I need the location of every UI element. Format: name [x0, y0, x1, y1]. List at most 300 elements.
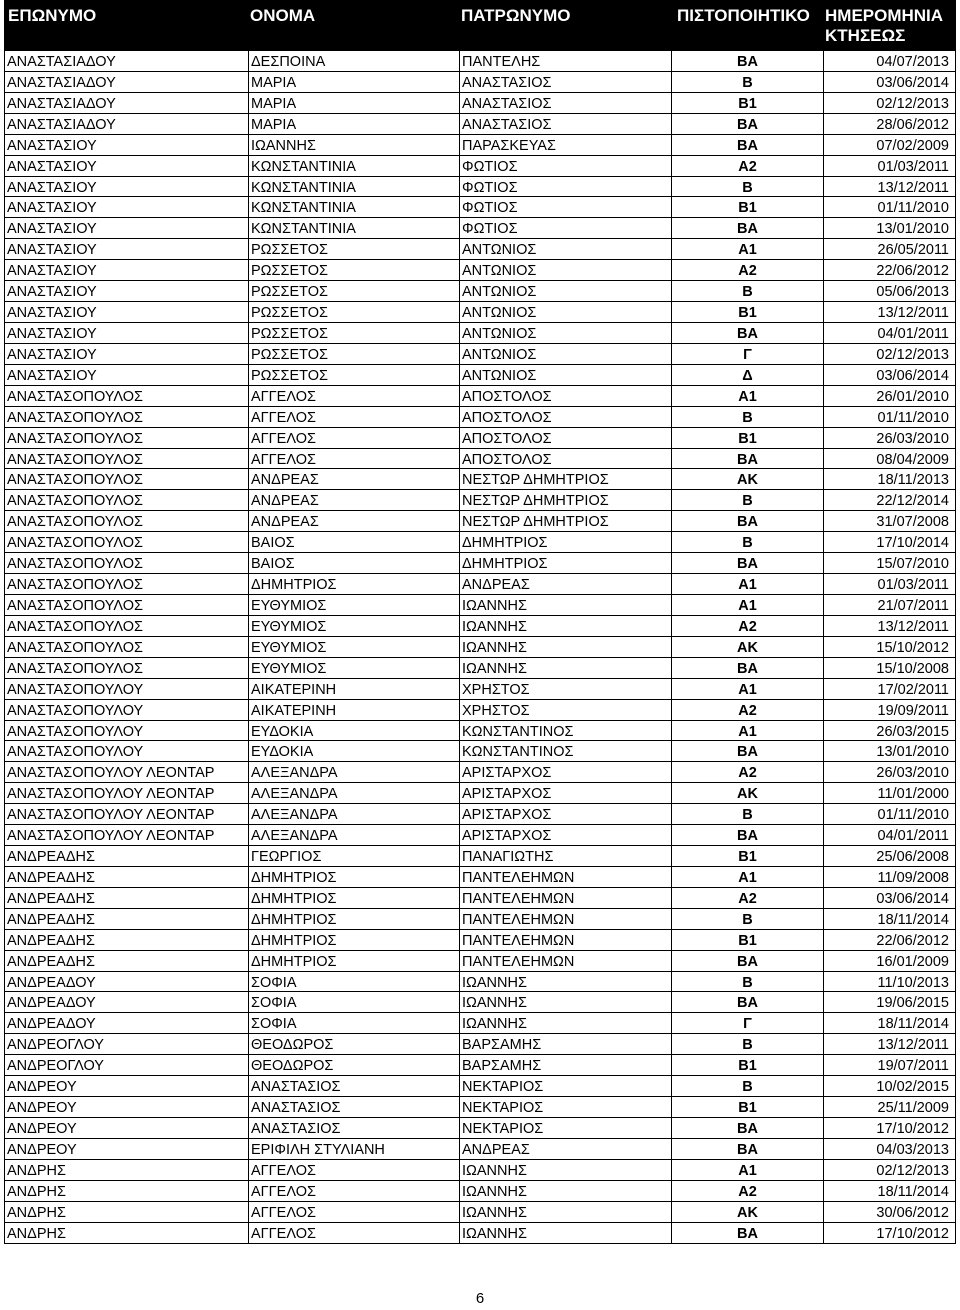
cell-surname: ΑΝΑΣΤΑΣΙΑΔΟΥ: [5, 114, 249, 134]
cell-father: ΙΩΑΝΝΗΣ: [460, 1223, 672, 1243]
table-row: [5, 322, 955, 343]
cell-name: ΡΩΣΣΕΤΟΣ: [249, 260, 460, 280]
table-row: [5, 92, 955, 113]
cell-date: 28/06/2012: [876, 116, 949, 133]
cell-name: ΕΥΔΟΚΙΑ: [249, 721, 460, 741]
cell-date: 02/12/2013: [876, 1162, 949, 1179]
cell-father: ΑΠΟΣΤΟΛΟΣ: [460, 407, 672, 427]
cell-surname: ΑΝΑΣΤΑΣΙΟΥ: [5, 156, 249, 176]
header-certificate: ΠΙΣΤΟΠΟΙΗΤΙΚΟ: [677, 6, 810, 25]
cell-certificate: ΒΑ: [672, 114, 824, 134]
cell-father: ΠΑΝΤΕΛΕΗΜΩΝ: [460, 951, 672, 971]
cell-surname: ΑΝΑΣΤΑΣΟΠΟΥΛΟΥ: [5, 700, 249, 720]
cell-father: ΑΝΤΩΝΙΟΣ: [460, 239, 672, 259]
cell-certificate: Β: [672, 532, 824, 552]
cell-certificate: Β1: [672, 93, 824, 113]
cell-father: ΙΩΑΝΝΗΣ: [460, 972, 672, 992]
cell-father: ΙΩΑΝΝΗΣ: [460, 1181, 672, 1201]
cell-name: ΜΑΡΙΑ: [249, 93, 460, 113]
cell-certificate: ΒΑ: [672, 1118, 824, 1138]
cell-surname: ΑΝΑΣΤΑΣΙΟΥ: [5, 365, 249, 385]
cell-father: ΙΩΑΝΝΗΣ: [460, 595, 672, 615]
table-row: [5, 427, 955, 448]
cell-date: 01/11/2010: [877, 409, 949, 426]
cell-date: 25/11/2009: [877, 1100, 949, 1117]
cell-father: ΦΩΤΙΟΣ: [460, 218, 672, 238]
cell-date: 22/06/2012: [876, 932, 949, 949]
cell-date: 26/01/2010: [876, 388, 949, 405]
cell-surname: ΑΝΔΡΕΟΥ: [5, 1097, 249, 1117]
cell-surname: ΑΝΑΣΤΑΣΙΟΥ: [5, 177, 249, 197]
cell-name: ΑΓΓΕΛΟΣ: [249, 407, 460, 427]
cell-name: ΡΩΣΣΕΤΟΣ: [249, 302, 460, 322]
cell-date: 08/04/2009: [876, 451, 949, 468]
cell-father: ΒΑΡΣΑΜΗΣ: [460, 1055, 672, 1075]
cell-date: 21/07/2011: [877, 597, 949, 614]
table-row: [5, 134, 955, 155]
cell-certificate: Α2: [672, 1181, 824, 1201]
cell-certificate: Β: [672, 281, 824, 301]
cell-father: ΑΝΤΩΝΙΟΣ: [460, 281, 672, 301]
table-row: [5, 929, 955, 950]
cell-surname: ΑΝΔΡΕΑΔΗΣ: [5, 867, 249, 887]
table-row: [5, 1180, 955, 1201]
cell-certificate: Β1: [672, 302, 824, 322]
cell-certificate: Α1: [672, 679, 824, 699]
cell-surname: ΑΝΔΡΗΣ: [5, 1223, 249, 1243]
cell-name: ΚΩΝΣΤΑΝΤΙΝΙΑ: [249, 218, 460, 238]
table-row: [5, 50, 955, 71]
cell-certificate: Α1: [672, 239, 824, 259]
cell-certificate: Β1: [672, 197, 824, 217]
cell-surname: ΑΝΑΣΤΑΣΟΠΟΥΛΟΥ: [5, 741, 249, 761]
cell-father: ΑΠΟΣΤΟΛΟΣ: [460, 428, 672, 448]
cell-father: ΠΑΝΤΕΛΕΗΜΩΝ: [460, 930, 672, 950]
cell-surname: ΑΝΔΡΕΑΔΟΥ: [5, 1013, 249, 1033]
cell-date: 17/10/2012: [876, 1121, 949, 1138]
cell-name: ΑΝΔΡΕΑΣ: [249, 490, 460, 510]
cell-certificate: Β1: [672, 930, 824, 950]
cell-date: 13/12/2011: [877, 618, 949, 635]
cell-certificate: Β: [672, 1076, 824, 1096]
cell-name: ΔΗΜΗΤΡΙΟΣ: [249, 867, 460, 887]
cell-certificate: Γ: [672, 344, 824, 364]
cell-date: 11/01/2000: [877, 786, 949, 803]
table-row: [5, 824, 955, 845]
cell-name: ΣΟΦΙΑ: [249, 1013, 460, 1033]
cell-certificate: Δ: [672, 365, 824, 385]
table-row: [5, 803, 955, 824]
table-row: [5, 887, 955, 908]
cell-father: ΑΝΤΩΝΙΟΣ: [460, 365, 672, 385]
cell-surname: ΑΝΔΡΗΣ: [5, 1160, 249, 1180]
table-row: [5, 1117, 955, 1138]
cell-surname: ΑΝΔΡΕΑΔΗΣ: [5, 909, 249, 929]
table-row: [5, 510, 955, 531]
cell-date: 19/09/2011: [877, 702, 949, 719]
table-row: [5, 552, 955, 573]
table-row: [5, 406, 955, 427]
table-row: [5, 448, 955, 469]
cell-surname: ΑΝΔΡΕΟΥ: [5, 1076, 249, 1096]
cell-date: 18/11/2014: [877, 1016, 949, 1033]
table-row: [5, 866, 955, 887]
cell-certificate: Α1: [672, 1160, 824, 1180]
cell-name: ΑΝΑΣΤΑΣΙΟΣ: [249, 1118, 460, 1138]
table-row: [5, 740, 955, 761]
page-number: 6: [475, 1290, 485, 1307]
cell-certificate: Β: [672, 407, 824, 427]
cell-certificate: ΒΑ: [672, 449, 824, 469]
cell-name: ΑΓΓΕΛΟΣ: [249, 1181, 460, 1201]
table-row: [5, 636, 955, 657]
table-row: [5, 782, 955, 803]
table-row: [5, 343, 955, 364]
cell-surname: ΑΝΔΡΕΑΔΗΣ: [5, 888, 249, 908]
cell-date: 18/11/2013: [877, 472, 949, 489]
table-row: [5, 531, 955, 552]
table-row: [5, 1138, 955, 1159]
cell-date: 07/02/2009: [876, 137, 949, 154]
cell-surname: ΑΝΑΣΤΑΣΟΠΟΥΛΟΣ: [5, 532, 249, 552]
cell-name: ΑΝΔΡΕΑΣ: [249, 469, 460, 489]
cell-father: ΑΝΑΣΤΑΣΙΟΣ: [460, 93, 672, 113]
cell-father: ΑΠΟΣΤΟΛΟΣ: [460, 386, 672, 406]
cell-surname: ΑΝΑΣΤΑΣΟΠΟΥΛΟΣ: [5, 595, 249, 615]
cell-father: ΙΩΑΝΝΗΣ: [460, 1013, 672, 1033]
cell-name: ΑΓΓΕΛΟΣ: [249, 428, 460, 448]
cell-father: ΑΝΔΡΕΑΣ: [460, 1139, 672, 1159]
cell-certificate: Β: [672, 177, 824, 197]
cell-father: ΑΝΤΩΝΙΟΣ: [460, 302, 672, 322]
cell-name: ΑΓΓΕΛΟΣ: [249, 449, 460, 469]
cell-name: ΑΓΓΕΛΟΣ: [249, 1202, 460, 1222]
table-row: [5, 720, 955, 741]
cell-name: ΚΩΝΣΤΑΝΤΙΝΙΑ: [249, 156, 460, 176]
cell-name: ΒΑΙΟΣ: [249, 532, 460, 552]
cell-father: ΠΑΝΤΕΛΕΗΜΩΝ: [460, 888, 672, 908]
cell-date: 19/06/2015: [876, 995, 949, 1012]
table-row: [5, 971, 955, 992]
cell-surname: ΑΝΑΣΤΑΣΟΠΟΥΛΟΣ: [5, 574, 249, 594]
cell-surname: ΑΝΑΣΤΑΣΟΠΟΥΛΟΣ: [5, 449, 249, 469]
cell-name: ΣΟΦΙΑ: [249, 972, 460, 992]
cell-date: 30/06/2012: [876, 1204, 949, 1221]
cell-surname: ΑΝΔΡΕΑΔΟΥ: [5, 972, 249, 992]
cell-father: ΙΩΑΝΝΗΣ: [460, 658, 672, 678]
cell-name: ΑΝΑΣΤΑΣΙΟΣ: [249, 1076, 460, 1096]
cell-certificate: ΒΑ: [672, 992, 824, 1012]
cell-name: ΑΛΕΞΑΝΔΡΑ: [249, 783, 460, 803]
cell-surname: ΑΝΑΣΤΑΣΙΟΥ: [5, 323, 249, 343]
cell-date: 17/10/2014: [876, 535, 949, 552]
cell-father: ΑΝΑΣΤΑΣΙΟΣ: [460, 114, 672, 134]
cell-date: 04/03/2013: [876, 1141, 949, 1158]
cell-date: 01/11/2010: [877, 200, 949, 217]
cell-date: 18/11/2014: [877, 1183, 949, 1200]
cell-surname: ΑΝΑΣΤΑΣΟΠΟΥΛΟΣ: [5, 553, 249, 573]
cell-name: ΕΥΘΥΜΙΟΣ: [249, 637, 460, 657]
table-row: [5, 991, 955, 1012]
cell-name: ΑΝΑΣΤΑΣΙΟΣ: [249, 1097, 460, 1117]
cell-surname: ΑΝΑΣΤΑΣΙΟΥ: [5, 302, 249, 322]
cell-surname: ΑΝΑΣΤΑΣΙΑΔΟΥ: [5, 93, 249, 113]
cell-surname: ΑΝΑΣΤΑΣΟΠΟΥΛΟΣ: [5, 428, 249, 448]
cell-certificate: Β1: [672, 1097, 824, 1117]
cell-father: ΔΗΜΗΤΡΙΟΣ: [460, 553, 672, 573]
cell-father: ΠΑΝΑΓΙΩΤΗΣ: [460, 846, 672, 866]
table-row: [5, 113, 955, 134]
cell-father: ΠΑΝΤΕΛΕΗΜΩΝ: [460, 909, 672, 929]
cell-certificate: ΒΑ: [672, 951, 824, 971]
table-row: [5, 594, 955, 615]
cell-date: 26/05/2011: [877, 242, 949, 259]
cell-surname: ΑΝΑΣΤΑΣΟΠΟΥΛΟΣ: [5, 407, 249, 427]
table-row: [5, 1159, 955, 1180]
table-body: [4, 50, 956, 1244]
cell-father: ΒΑΡΣΑΜΗΣ: [460, 1034, 672, 1054]
cell-date: 22/12/2014: [876, 493, 949, 510]
cell-father: ΝΕΣΤΩΡ ΔΗΜΗΤΡΙΟΣ: [460, 511, 672, 531]
table-row: [5, 950, 955, 971]
cell-father: ΑΝΤΩΝΙΟΣ: [460, 260, 672, 280]
table-row: [5, 238, 955, 259]
cell-surname: ΑΝΑΣΤΑΣΙΟΥ: [5, 260, 249, 280]
cell-name: ΑΛΕΞΑΝΔΡΑ: [249, 825, 460, 845]
cell-surname: ΑΝΔΡΕΑΔΗΣ: [5, 846, 249, 866]
cell-date: 26/03/2010: [876, 430, 949, 447]
cell-certificate: ΑΚ: [672, 469, 824, 489]
cell-name: ΔΗΜΗΤΡΙΟΣ: [249, 888, 460, 908]
cell-date: 02/12/2013: [876, 346, 949, 363]
cell-certificate: Α1: [672, 386, 824, 406]
cell-date: 31/07/2008: [876, 514, 949, 531]
cell-surname: ΑΝΑΣΤΑΣΟΠΟΥΛΟΣ: [5, 511, 249, 531]
cell-surname: ΑΝΑΣΤΑΣΙΟΥ: [5, 281, 249, 301]
cell-name: ΡΩΣΣΕΤΟΣ: [249, 365, 460, 385]
cell-date: 05/06/2013: [876, 284, 949, 301]
cell-surname: ΑΝΑΣΤΑΣΙΟΥ: [5, 239, 249, 259]
cell-father: ΧΡΗΣΤΟΣ: [460, 679, 672, 699]
table-row: [5, 678, 955, 699]
cell-certificate: Β1: [672, 428, 824, 448]
cell-date: 13/12/2011: [877, 1037, 949, 1054]
cell-father: ΝΕΚΤΑΡΙΟΣ: [460, 1097, 672, 1117]
cell-surname: ΑΝΑΣΤΑΣΟΠΟΥΛΟΥ ΛΕΟΝΤΑΡ: [5, 783, 249, 803]
table-row: [5, 845, 955, 866]
cell-name: ΑΛΕΞΑΝΔΡΑ: [249, 804, 460, 824]
cell-father: ΙΩΑΝΝΗΣ: [460, 992, 672, 1012]
cell-certificate: ΒΑ: [672, 218, 824, 238]
cell-certificate: ΒΑ: [672, 741, 824, 761]
table-row: [5, 217, 955, 238]
cell-certificate: ΒΑ: [672, 658, 824, 678]
cell-name: ΑΙΚΑΤΕΡΙΝΗ: [249, 679, 460, 699]
cell-father: ΑΝΤΩΝΙΟΣ: [460, 344, 672, 364]
cell-date: 03/06/2014: [876, 367, 949, 384]
cell-certificate: ΒΑ: [672, 825, 824, 845]
cell-name: ΕΥΘΥΜΙΟΣ: [249, 616, 460, 636]
cell-name: ΔΗΜΗΤΡΙΟΣ: [249, 951, 460, 971]
cell-certificate: ΒΑ: [672, 323, 824, 343]
cell-date: 01/11/2010: [877, 807, 949, 824]
cell-date: 10/02/2015: [876, 1079, 949, 1096]
table-row: [5, 1201, 955, 1222]
cell-surname: ΑΝΑΣΤΑΣΙΟΥ: [5, 197, 249, 217]
header-name: ΟΝΟΜΑ: [250, 6, 316, 25]
table-row: [5, 1222, 955, 1243]
table-row: [5, 196, 955, 217]
cell-certificate: Γ: [672, 1013, 824, 1033]
table-row: [5, 615, 955, 636]
cell-certificate: Α1: [672, 574, 824, 594]
cell-surname: ΑΝΔΡΕΟΥ: [5, 1118, 249, 1138]
cell-father: ΝΕΣΤΩΡ ΔΗΜΗΤΡΙΟΣ: [460, 490, 672, 510]
cell-father: ΑΝΔΡΕΑΣ: [460, 574, 672, 594]
header-date: ΗΜΕΡΟΜΗΝΙΑ ΚΤΗΣΕΩΣ: [825, 6, 944, 45]
cell-name: ΡΩΣΣΕΤΟΣ: [249, 281, 460, 301]
cell-surname: ΑΝΑΣΤΑΣΟΠΟΥΛΟΥ: [5, 679, 249, 699]
cell-certificate: Β: [672, 490, 824, 510]
cell-name: ΜΑΡΙΑ: [249, 72, 460, 92]
table-row: [5, 176, 955, 197]
cell-certificate: ΒΑ: [672, 1139, 824, 1159]
cell-surname: ΑΝΔΡΕΑΔΗΣ: [5, 930, 249, 950]
cell-certificate: Α1: [672, 867, 824, 887]
cell-certificate: Α2: [672, 156, 824, 176]
cell-father: ΦΩΤΙΟΣ: [460, 156, 672, 176]
table-row: [5, 699, 955, 720]
cell-certificate: Α2: [672, 616, 824, 636]
table-row: [5, 280, 955, 301]
cell-name: ΕΥΘΥΜΙΟΣ: [249, 658, 460, 678]
cell-father: ΧΡΗΣΤΟΣ: [460, 700, 672, 720]
cell-certificate: ΒΑ: [672, 511, 824, 531]
table-row: [5, 1033, 955, 1054]
cell-date: 02/12/2013: [876, 95, 949, 112]
cell-name: ΒΑΙΟΣ: [249, 553, 460, 573]
cell-surname: ΑΝΔΡΕΟΓΛΟΥ: [5, 1055, 249, 1075]
cell-certificate: Β: [672, 909, 824, 929]
cell-date: 25/06/2008: [876, 849, 949, 866]
cell-date: 13/01/2010: [876, 744, 949, 761]
cell-name: ΑΝΔΡΕΑΣ: [249, 511, 460, 531]
table-row: [5, 1054, 955, 1075]
cell-name: ΙΩΑΝΝΗΣ: [249, 135, 460, 155]
cell-date: 11/09/2008: [877, 869, 949, 886]
cell-certificate: ΒΑ: [672, 553, 824, 573]
table-row: [5, 301, 955, 322]
cell-certificate: ΒΑ: [672, 51, 824, 71]
table-row: [5, 908, 955, 929]
cell-surname: ΑΝΔΡΕΟΓΛΟΥ: [5, 1034, 249, 1054]
cell-surname: ΑΝΔΡΗΣ: [5, 1202, 249, 1222]
cell-certificate: ΑΚ: [672, 1202, 824, 1222]
cell-name: ΑΓΓΕΛΟΣ: [249, 1160, 460, 1180]
cell-date: 19/07/2011: [877, 1058, 949, 1075]
cell-name: ΔΗΜΗΤΡΙΟΣ: [249, 574, 460, 594]
cell-date: 17/10/2012: [876, 1225, 949, 1242]
cell-certificate: Β: [672, 804, 824, 824]
cell-certificate: Β: [672, 972, 824, 992]
cell-father: ΑΡΙΣΤΑΡΧΟΣ: [460, 762, 672, 782]
cell-certificate: Α1: [672, 721, 824, 741]
cell-name: ΣΟΦΙΑ: [249, 992, 460, 1012]
cell-name: ΡΩΣΣΕΤΟΣ: [249, 239, 460, 259]
cell-date: 04/07/2013: [876, 54, 949, 70]
table-row: [5, 155, 955, 176]
cell-father: ΝΕΚΤΑΡΙΟΣ: [460, 1118, 672, 1138]
cell-certificate: ΒΑ: [672, 1223, 824, 1243]
cell-surname: ΑΝΔΡΕΑΔΟΥ: [5, 992, 249, 1012]
table-row: [5, 1075, 955, 1096]
cell-father: ΙΩΑΝΝΗΣ: [460, 616, 672, 636]
cell-certificate: Α2: [672, 762, 824, 782]
table-row: [5, 468, 955, 489]
cell-surname: ΑΝΑΣΤΑΣΟΠΟΥΛΟΣ: [5, 658, 249, 678]
cell-name: ΘΕΟΔΩΡΟΣ: [249, 1034, 460, 1054]
cell-father: ΑΡΙΣΤΑΡΧΟΣ: [460, 804, 672, 824]
cell-surname: ΑΝΔΡΗΣ: [5, 1181, 249, 1201]
cell-certificate: Β: [672, 72, 824, 92]
table-row: [5, 364, 955, 385]
cell-name: ΑΛΕΞΑΝΔΡΑ: [249, 762, 460, 782]
cell-date: 13/12/2011: [877, 179, 949, 196]
cell-certificate: Β1: [672, 1055, 824, 1075]
cell-date: 03/06/2014: [876, 74, 949, 91]
cell-surname: ΑΝΑΣΤΑΣΟΠΟΥΛΟΥ ΛΕΟΝΤΑΡ: [5, 762, 249, 782]
cell-date: 15/10/2012: [876, 639, 949, 656]
cell-certificate: ΑΚ: [672, 637, 824, 657]
cell-date: 01/03/2011: [877, 577, 949, 594]
cell-surname: ΑΝΑΣΤΑΣΙΟΥ: [5, 344, 249, 364]
cell-surname: ΑΝΑΣΤΑΣΟΠΟΥΛΟΣ: [5, 490, 249, 510]
cell-date: 13/01/2010: [876, 221, 949, 238]
cell-date: 17/02/2011: [877, 681, 949, 698]
cell-surname: ΑΝΑΣΤΑΣΟΠΟΥΛΟΥ ΛΕΟΝΤΑΡ: [5, 825, 249, 845]
cell-date: 16/01/2009: [876, 953, 949, 970]
certificates-table: [4, 0, 956, 1244]
cell-date: 26/03/2010: [876, 765, 949, 782]
cell-surname: ΑΝΔΡΕΑΔΗΣ: [5, 951, 249, 971]
cell-name: ΕΡΙΦΙΛΗ ΣΤΥΛΙΑΝΗ: [249, 1139, 460, 1159]
cell-surname: ΑΝΑΣΤΑΣΟΠΟΥΛΟΣ: [5, 469, 249, 489]
cell-name: ΜΑΡΙΑ: [249, 114, 460, 134]
cell-name: ΔΗΜΗΤΡΙΟΣ: [249, 930, 460, 950]
table-row: [5, 489, 955, 510]
cell-father: ΚΩΝΣΤΑΝΤΙΝΟΣ: [460, 721, 672, 741]
cell-name: ΕΥΘΥΜΙΟΣ: [249, 595, 460, 615]
cell-father: ΙΩΑΝΝΗΣ: [460, 637, 672, 657]
cell-date: 04/01/2011: [877, 325, 949, 342]
cell-name: ΘΕΟΔΩΡΟΣ: [249, 1055, 460, 1075]
table-row: [5, 657, 955, 678]
cell-father: ΝΕΚΤΑΡΙΟΣ: [460, 1076, 672, 1096]
cell-certificate: Β: [672, 1034, 824, 1054]
cell-date: 15/10/2008: [876, 660, 949, 677]
cell-father: ΦΩΤΙΟΣ: [460, 177, 672, 197]
table-row: [5, 259, 955, 280]
header-father: ΠΑΤΡΩΝΥΜΟ: [461, 6, 571, 25]
cell-certificate: Α2: [672, 700, 824, 720]
cell-date: 13/12/2011: [877, 305, 949, 322]
cell-father: ΚΩΝΣΤΑΝΤΙΝΟΣ: [460, 741, 672, 761]
cell-date: 18/11/2014: [877, 911, 949, 928]
cell-name: ΑΓΓΕΛΟΣ: [249, 386, 460, 406]
cell-certificate: Α2: [672, 888, 824, 908]
cell-date: 03/06/2014: [876, 890, 949, 907]
cell-certificate: Α1: [672, 595, 824, 615]
